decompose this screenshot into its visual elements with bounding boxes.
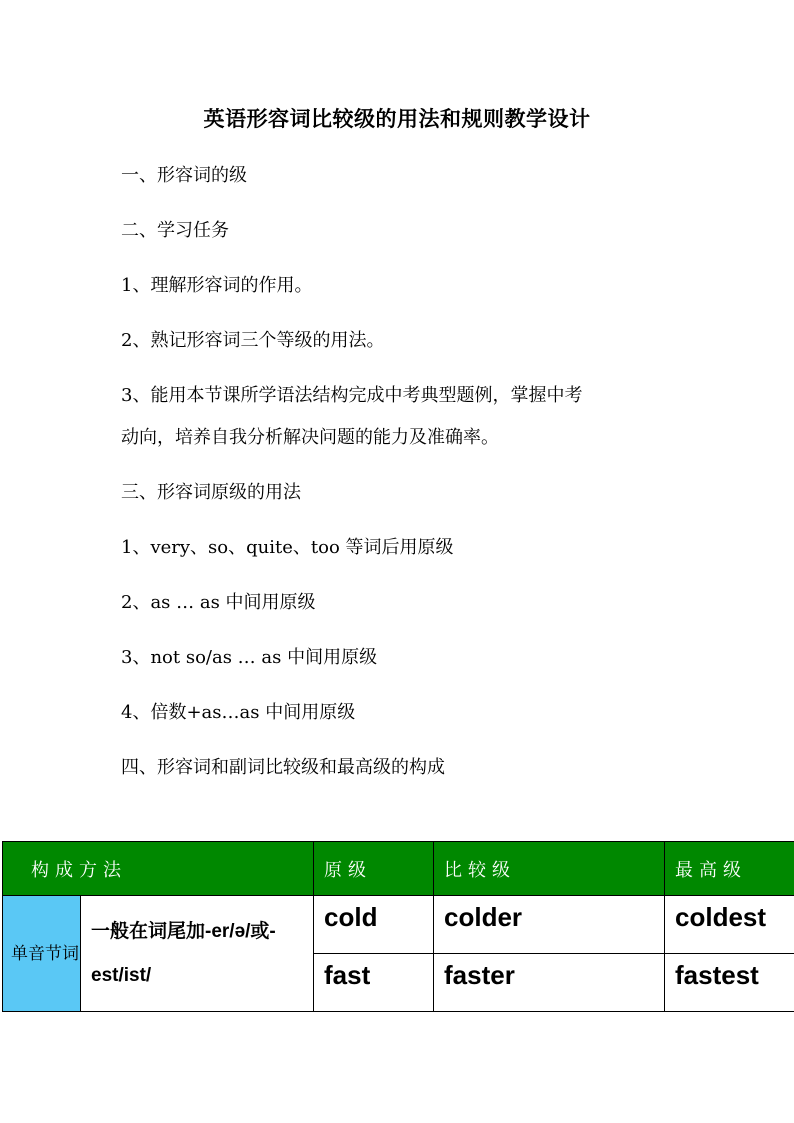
positive-word: fast bbox=[314, 954, 434, 1012]
heading-positive-degree-usage: 三、形容词原级的用法 bbox=[121, 482, 301, 503]
comparative-word: faster bbox=[434, 954, 665, 1012]
heading-adjective-degrees: 一、形容词的级 bbox=[121, 165, 247, 186]
table-header-row bbox=[3, 842, 794, 896]
header-positive: 原级 bbox=[314, 842, 434, 896]
superlative-word: coldest bbox=[665, 896, 794, 954]
task-item-2: 2、熟记形容词三个等级的用法。 bbox=[121, 330, 385, 351]
header-comparative: 比较级 bbox=[434, 842, 665, 896]
rule-cell: 一般在词尾加-er/ə/或-est/ist/ bbox=[81, 896, 314, 1012]
usage-item-1: 1、very、so、quite、too 等词后用原级 bbox=[121, 537, 454, 558]
usage-item-2: 2、as … as 中间用原级 bbox=[121, 592, 316, 613]
task-item-1: 1、理解形容词的作用。 bbox=[121, 275, 313, 296]
task-item-3-line-2: 动向，培养自我分析解决问题的能力及准确率。 bbox=[121, 427, 499, 448]
formation-table bbox=[2, 841, 794, 1012]
table-row bbox=[3, 896, 794, 954]
usage-item-4: 4、倍数+as…as 中间用原级 bbox=[121, 702, 356, 723]
header-superlative: 最高级 bbox=[665, 842, 794, 896]
heading-learning-tasks: 二、学习任务 bbox=[121, 220, 229, 241]
heading-comparative-superlative-formation: 四、形容词和副词比较级和最高级的构成 bbox=[121, 757, 445, 778]
header-formation-method: 构成方法 bbox=[3, 842, 314, 896]
superlative-word: fastest bbox=[665, 954, 794, 1012]
comparative-word: colder bbox=[434, 896, 665, 954]
positive-word: cold bbox=[314, 896, 434, 954]
usage-item-3: 3、not so/as … as 中间用原级 bbox=[121, 647, 378, 668]
category-cell: 单音节词 bbox=[3, 896, 81, 1012]
document-title: 英语形容词比较级的用法和规则教学设计 bbox=[203, 106, 591, 131]
task-item-3-line-1: 3、能用本节课所学语法结构完成中考典型题例，掌握中考 bbox=[121, 385, 583, 406]
